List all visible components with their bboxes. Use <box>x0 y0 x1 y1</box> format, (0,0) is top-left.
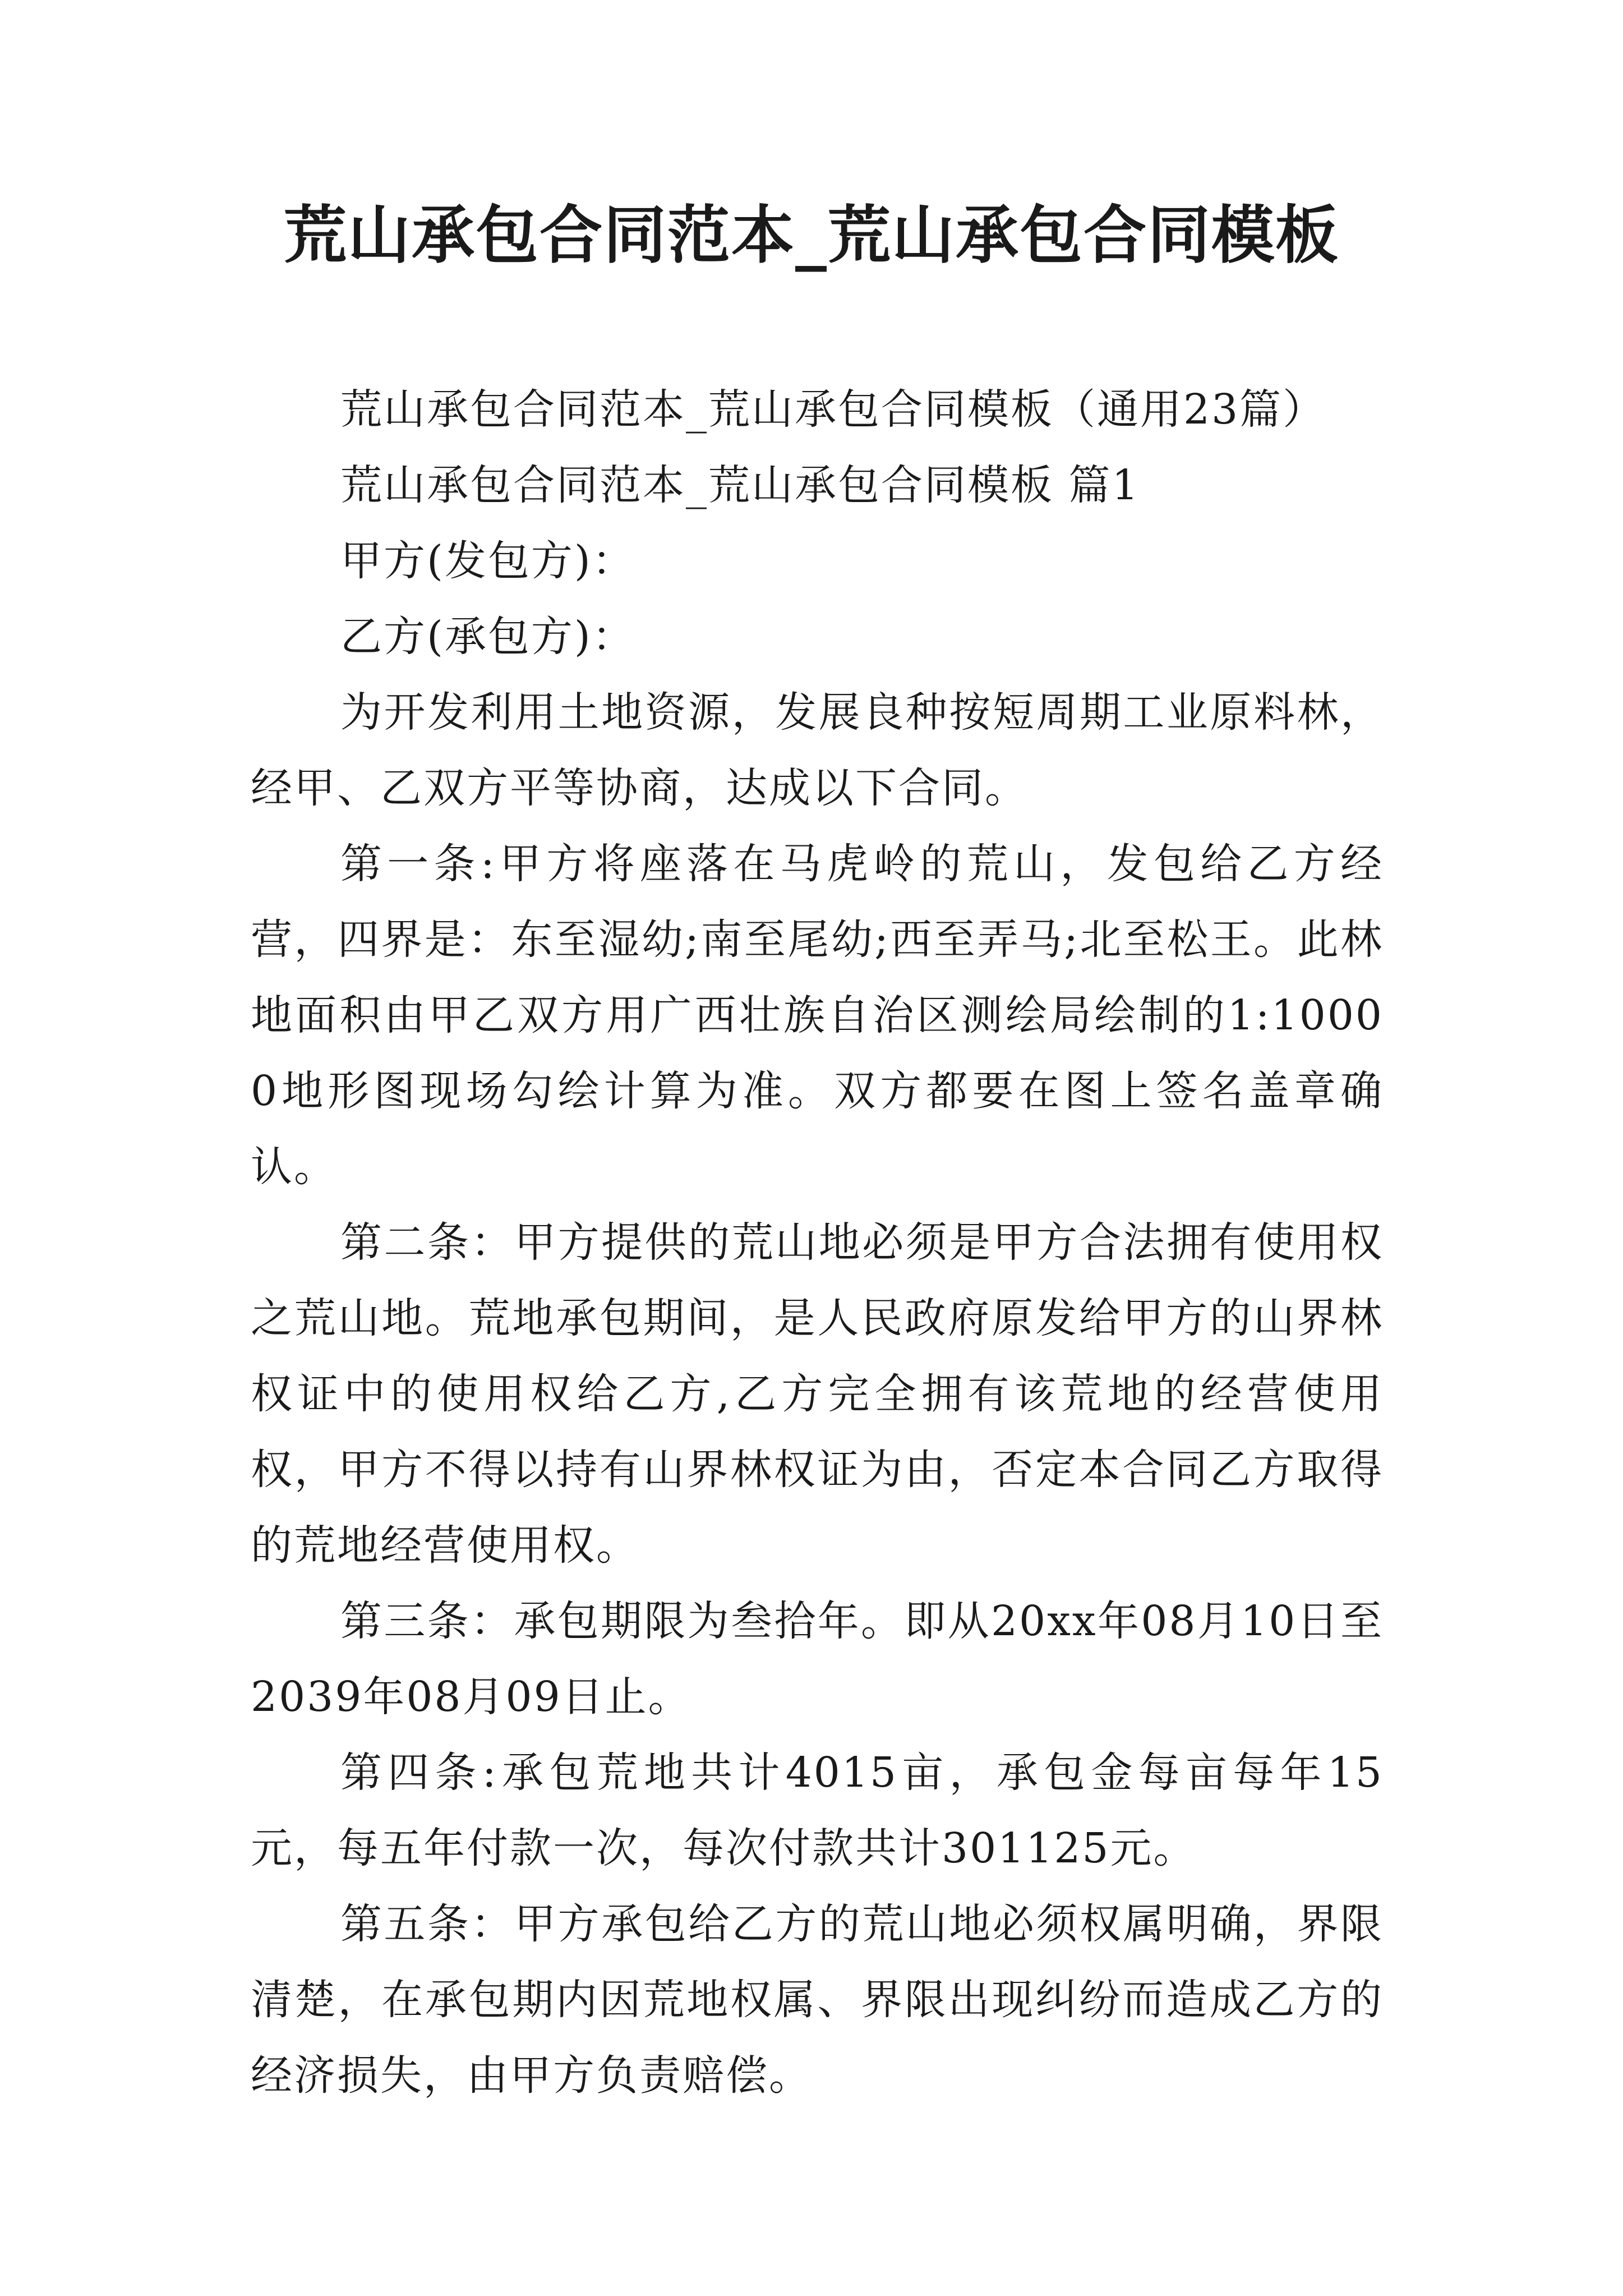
party-b-line: 乙方(承包方)： <box>340 613 635 661</box>
article-1-paragraph: 第一条:甲方将座落在马虎岭的荒山，发包给乙方经营，四界是：东至湿幼;南至尾幼;西至弄马;北至松王。此林地面积由甲乙双方用广西壮族自治区测绘局绘制的1:10000地形图现场勾绘计算为准。双方都要在图上签名盖章确认。 <box>251 840 1384 1191</box>
article-5-paragraph: 第五条：甲方承包给乙方的荒山地必须权属明确，界限清楚，在承包期内因荒地权属、界限出现纠纷而造成乙方的经济损失，由甲方负责赔偿。 <box>251 1900 1384 2100</box>
article-4-paragraph: 第四条:承包荒地共计4015亩，承包金每亩每年15元，每五年付款一次，每次付款共计301125元。 <box>251 1749 1384 1872</box>
party-a-line: 甲方(发包方)： <box>340 537 635 585</box>
document-title: 荒山承包合同范本_荒山承包合同模板 <box>284 199 1339 272</box>
article-2-paragraph: 第二条：甲方提供的荒山地必须是甲方合法拥有使用权之荒山地。荒地承包期间，是人民政府原发给甲方的山界林权证中的使用权给乙方,乙方完全拥有该荒地的经营使用权，甲方不得以持有山界林权证为由，否定本合同乙方取得的荒地经营使用权。 <box>251 1218 1384 1570</box>
preamble-paragraph: 为开发利用土地资源，发展良种按短周期工业原料林，经甲、乙双方平等协商，达成以下合同。 <box>251 688 1384 812</box>
subtitle-paragraph: 荒山承包合同范本_荒山承包合同模板（通用23篇） <box>340 385 1326 434</box>
document-body <box>251 372 1384 2114</box>
article-3-paragraph: 第三条：承包期限为叁拾年。即从20xx年08月10日至2039年08月09日止。 <box>251 1597 1384 1721</box>
section-heading: 荒山承包合同范本_荒山承包合同模板 篇1 <box>340 461 1140 509</box>
